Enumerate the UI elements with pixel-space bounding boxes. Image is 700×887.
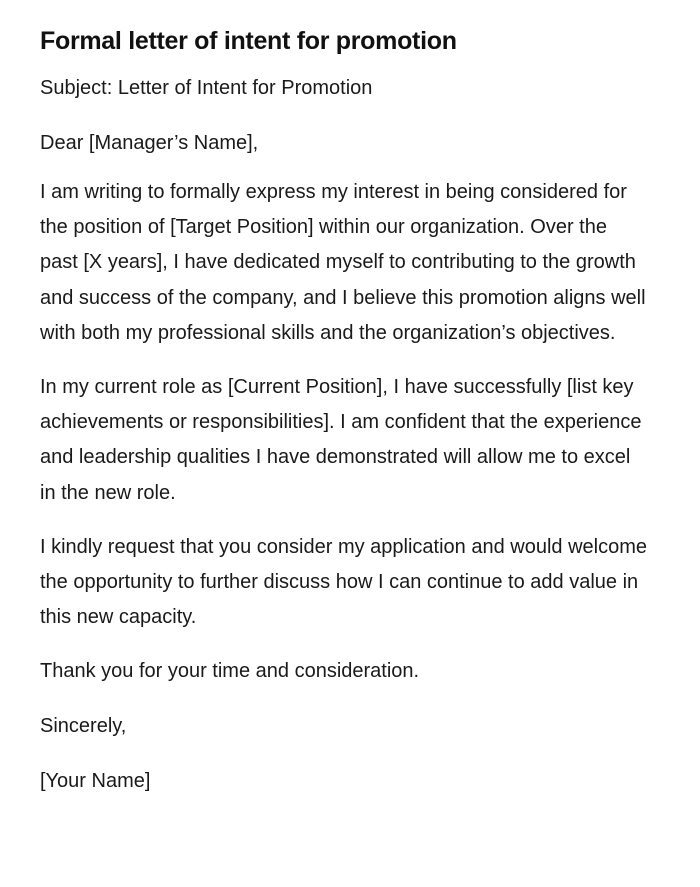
letter-thanks: Thank you for your time and consideration. — [40, 660, 420, 683]
letter-salutation: Dear [Manager’s Name], — [40, 132, 259, 154]
body-paragraph-1: I am writing to formally express my interest in being considered for the position of [Target Position] within our organization. Over the past [X years], I have dedicated myself to contributing to the growth and success of the company, and I believe this promotion aligns well with both my professional skills and the organization’s objectives. — [40, 181, 646, 344]
document-title: Formal letter of intent for promotion — [40, 27, 457, 55]
body-paragraph-2: In my current role as [Current Position], I have successfully [list key achievements or responsibilities]. I am confident that the experience and leadership qualities I have demonstrated will allow me to excel in the new role. — [40, 376, 642, 504]
letter-signature: [Your Name] — [40, 770, 151, 793]
body-paragraph-3: I kindly request that you consider my application and would welcome the opportunity to further discuss how I can continue to add value in this new capacity. — [40, 535, 647, 629]
letter-subject: Subject: Letter of Intent for Promotion — [40, 77, 373, 99]
letter-closing: Sincerely, — [40, 715, 127, 738]
